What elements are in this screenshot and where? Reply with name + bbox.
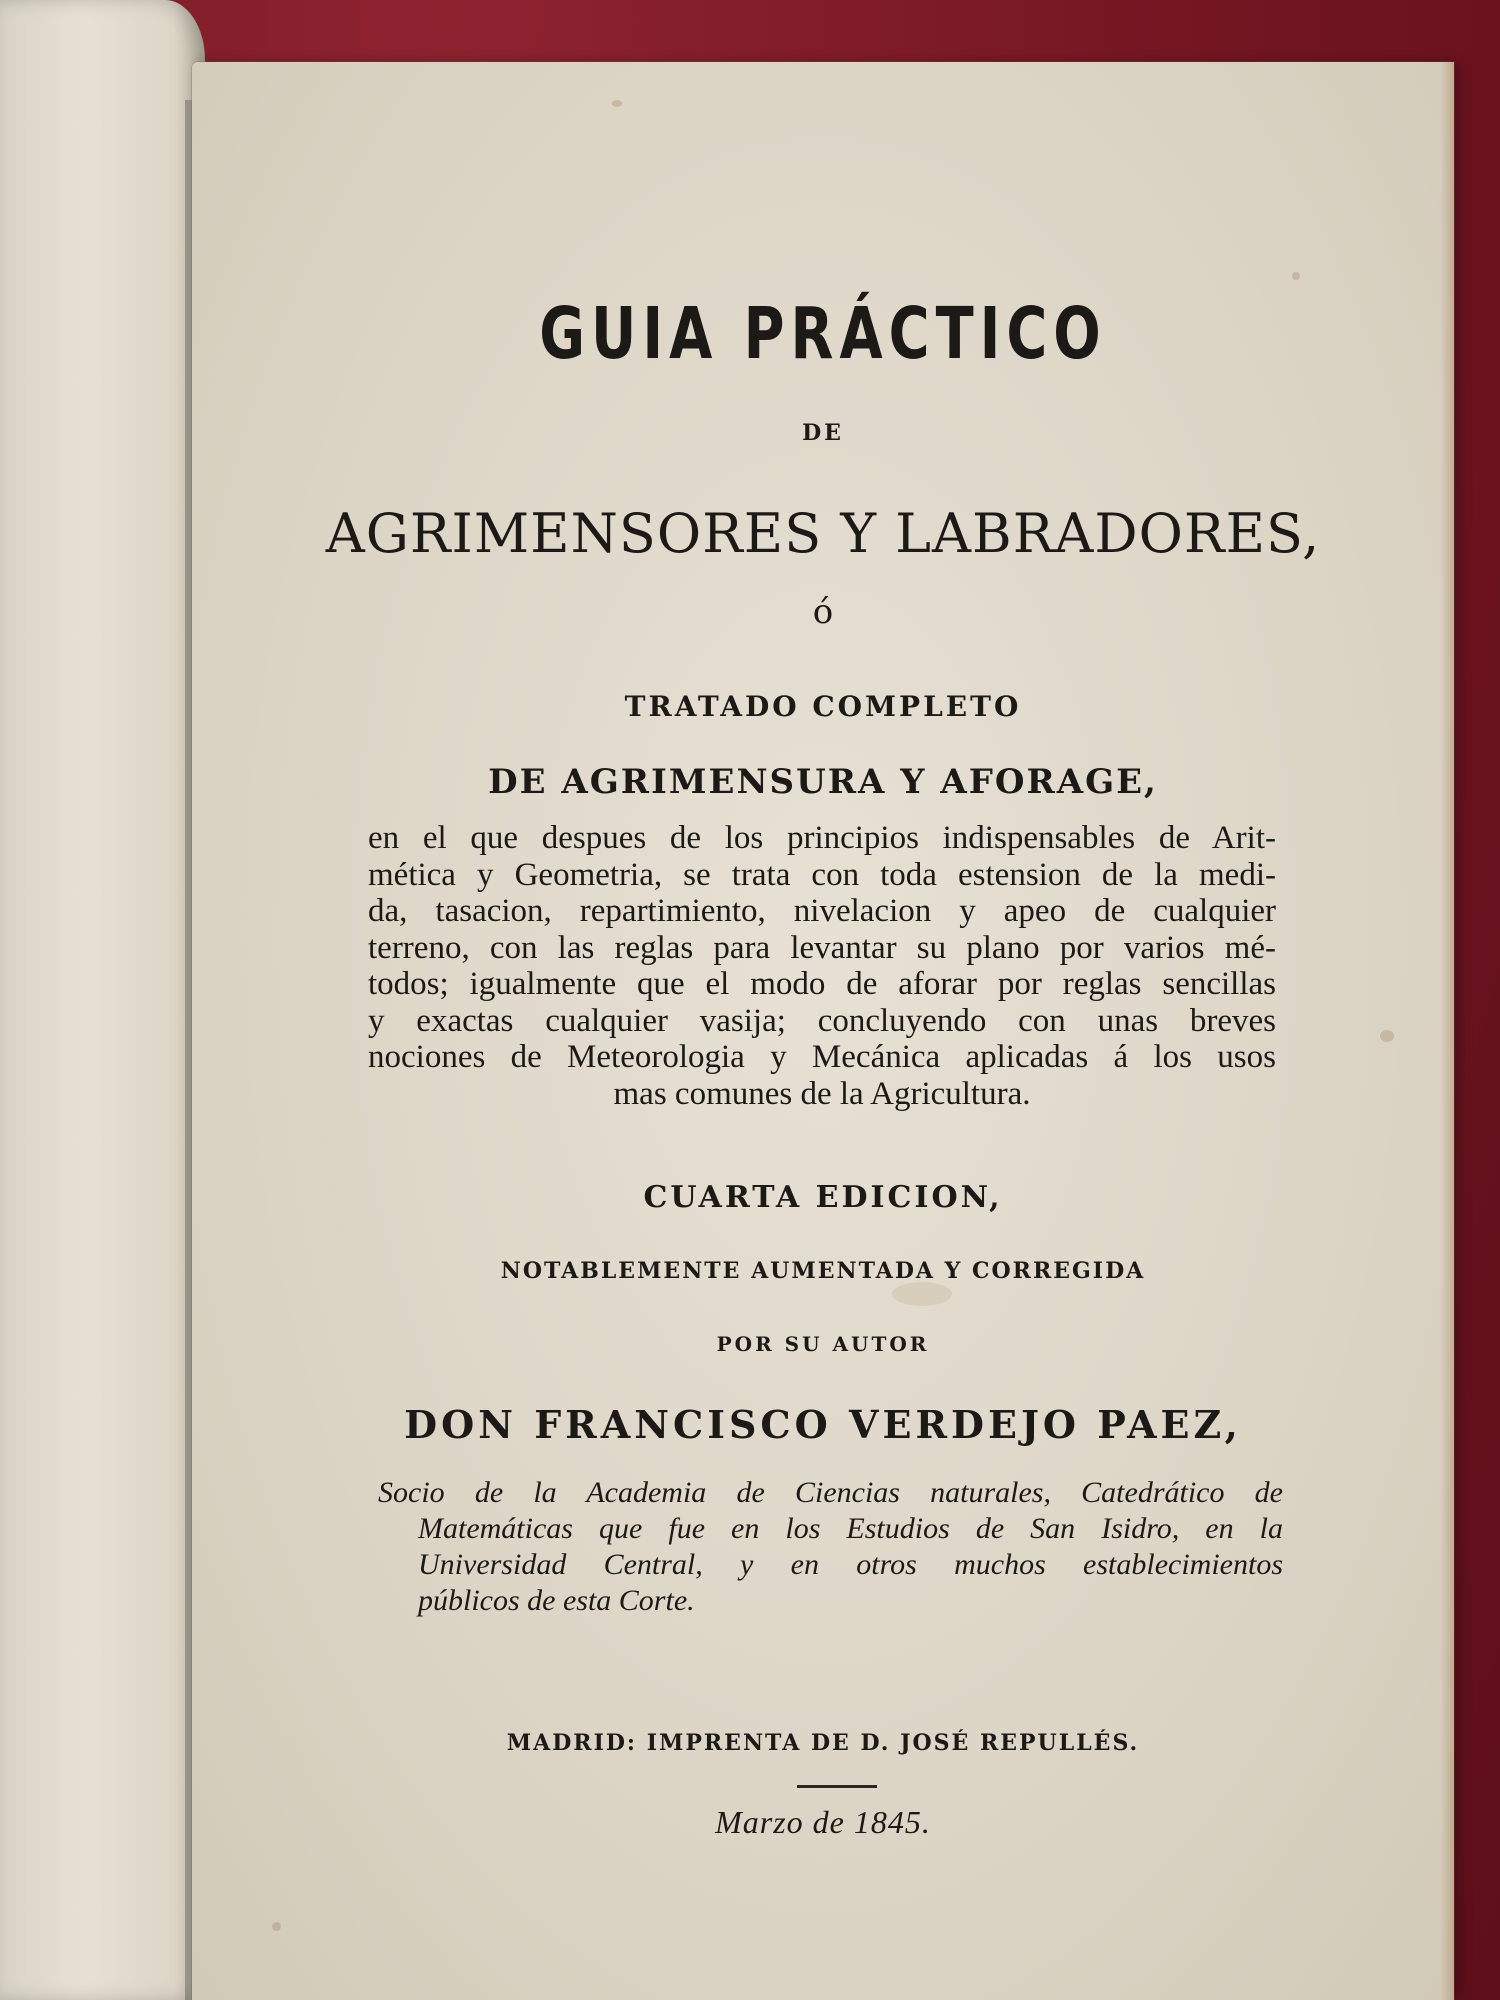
title-page — [192, 62, 1454, 2000]
credentials-line: Socio de la Academia de Ciencias naturales, Catedrático de — [378, 1476, 1283, 1509]
description-line: mas comunes de la Agricultura. — [613, 1075, 1031, 1112]
description-line: y exactas cualquier vasija; concluyendo con unas breves — [368, 1002, 1276, 1039]
credentials-line: Universidad Central, y en otros muchos establecimientos — [418, 1548, 1283, 1581]
credentials-line: Matemáticas que fue en los Estudios de San Isidro, en la — [418, 1512, 1283, 1545]
book-subject: AGRIMENSORES Y LABRADORES, — [325, 502, 1321, 565]
tratado-subject: DE AGRIMENSURA Y AFORAGE, — [488, 762, 1158, 802]
publication-date: Marzo de 1845. — [715, 1804, 931, 1840]
book-title: GUIA PRÁCTICO — [539, 291, 1107, 376]
description-line: da, tasacion, repartimiento, nivelacion y apeo de cualquier — [368, 893, 1276, 929]
imprint: MADRID: IMPRENTA DE D. JOSÉ REPULLÉS. — [506, 1730, 1140, 1756]
description-line: terreno, con las reglas para levantar su plano por varios mé- — [368, 929, 1276, 966]
description-paragraph — [368, 820, 1276, 1112]
description-line: todos; igualmente que el modo de aforar por reglas sencillas — [368, 966, 1276, 1002]
description-line: en el que despues de los principios indispensables de Arit- — [368, 820, 1276, 856]
edition: CUARTA EDICION, — [643, 1180, 1003, 1215]
title-page-text — [192, 62, 1454, 2000]
title-conjunction: ó — [812, 592, 834, 632]
tratado-heading: TRATADO COMPLETO — [624, 690, 1022, 723]
title-de: DE — [802, 420, 844, 446]
description-line: mética y Geometria, se trata con toda estension de la medi- — [368, 856, 1276, 893]
divider-rule — [797, 1785, 877, 1788]
author-name: DON FRANCISCO VERDEJO PAEZ, — [404, 1402, 1242, 1447]
by-author-label: POR SU AUTOR — [716, 1332, 930, 1356]
author-credentials — [378, 1475, 1283, 1619]
left-flyleaf-page — [0, 0, 205, 2000]
edition-note: NOTABLEMENTE AUMENTADA Y CORREGIDA — [500, 1258, 1146, 1284]
description-line: nociones de Meteorologia y Mecánica aplicadas á los usos — [368, 1039, 1276, 1075]
credentials-line: públicos de esta Corte. — [418, 1584, 695, 1617]
